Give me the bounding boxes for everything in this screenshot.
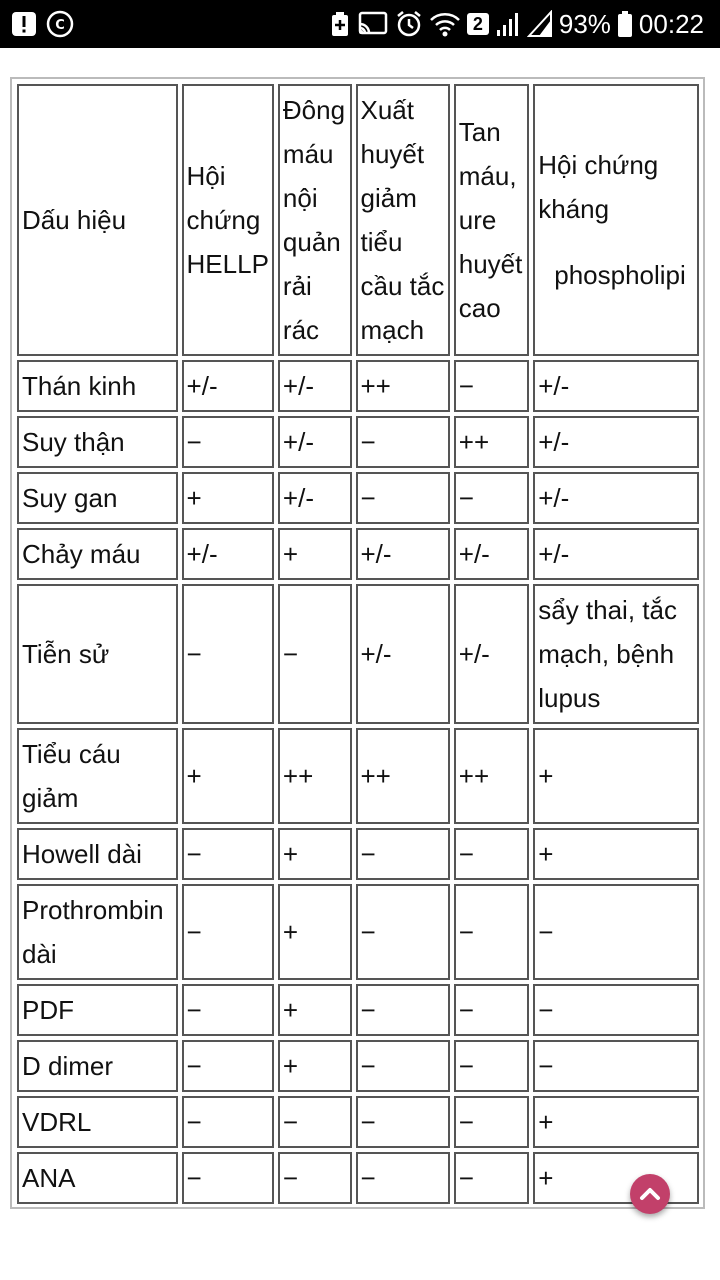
row-label: VDRL [17, 1096, 178, 1148]
alert-icon [10, 10, 38, 38]
wifi-icon [429, 10, 461, 38]
svg-text:C: C [55, 18, 65, 33]
clock: 00:22 [638, 8, 704, 39]
table-cell: − [356, 416, 450, 468]
row-label: ANA [17, 1152, 178, 1204]
row-label: Prothrombin dài [17, 884, 178, 980]
table-cell: + [278, 1040, 352, 1092]
battery-icon [617, 10, 633, 38]
table-cell: + [533, 728, 699, 824]
table-cell: + [278, 884, 352, 980]
table-row [17, 984, 699, 1036]
table-cell: ++ [278, 728, 352, 824]
row-label: Suy gan [17, 472, 178, 524]
header-cell: Tan máu, ure huyết cao [454, 84, 529, 356]
header-cell: Dấu hiệu [17, 84, 178, 356]
table-cell: − [454, 1152, 529, 1204]
table-cell: ++ [356, 360, 450, 412]
table-row [17, 884, 699, 980]
table-cell: − [454, 884, 529, 980]
table-cell: − [278, 584, 352, 724]
status-bar [0, 0, 720, 48]
header-cell: Hội chứng HELLP [182, 84, 274, 356]
table-cell: sẩy thai, tắc mạch, bệnh lupus [533, 584, 699, 724]
table-row [17, 1096, 699, 1148]
header-text: phospholipi [554, 260, 686, 290]
table-cell: − [182, 416, 274, 468]
table-row [17, 728, 699, 824]
table-cell: − [533, 984, 699, 1036]
row-label: Suy thận [17, 416, 178, 468]
cast-icon [357, 10, 389, 38]
header-cell: Đông máu nội quản rải rác [278, 84, 352, 356]
table-cell: − [182, 984, 274, 1036]
header-text: Hội chứng kháng [538, 150, 659, 224]
table-row [17, 528, 699, 580]
header-cell [533, 84, 699, 356]
table-cell: − [356, 472, 450, 524]
table-cell: − [278, 1096, 352, 1148]
table-cell: − [356, 828, 450, 880]
table-cell: − [356, 884, 450, 980]
row-label: Howell dài [17, 828, 178, 880]
table-cell: +/- [533, 360, 699, 412]
table-cell: + [533, 1152, 699, 1204]
table-cell: +/- [533, 528, 699, 580]
table-cell: − [356, 1152, 450, 1204]
header-cell: Xuất huyết giảm tiểu cầu tắc mạch [356, 84, 450, 356]
chevron-up-icon [639, 1186, 661, 1202]
table-cell: − [182, 828, 274, 880]
table-cell: − [454, 360, 529, 412]
table-cell: +/- [533, 472, 699, 524]
table-cell: − [454, 828, 529, 880]
table-cell: +/- [356, 584, 450, 724]
table-cell: − [533, 884, 699, 980]
table-cell: − [454, 1040, 529, 1092]
table-cell: +/- [182, 360, 274, 412]
table-cell: +/- [454, 584, 529, 724]
row-label: Thán kinh [17, 360, 178, 412]
table-cell: + [278, 528, 352, 580]
table-row [17, 472, 699, 524]
table-cell: ++ [454, 728, 529, 824]
battery-saver-icon [329, 10, 351, 38]
table-cell: + [182, 472, 274, 524]
table-cell: − [454, 1096, 529, 1148]
table-cell: + [533, 1096, 699, 1148]
table-row [17, 360, 699, 412]
table-cell: − [182, 1096, 274, 1148]
table-cell: + [533, 828, 699, 880]
table-cell: − [356, 1096, 450, 1148]
scroll-to-top-button[interactable] [630, 1174, 670, 1214]
alarm-icon [395, 10, 423, 38]
table-cell: − [278, 1152, 352, 1204]
table-cell: ++ [454, 416, 529, 468]
table-cell: +/- [533, 416, 699, 468]
table-cell: + [182, 728, 274, 824]
table-cell: ++ [356, 728, 450, 824]
signal-icon [495, 10, 521, 38]
row-label: Tiểu cáu giảm [17, 728, 178, 824]
status-bar-left [10, 8, 74, 40]
table-cell: − [182, 1040, 274, 1092]
table-cell: +/- [278, 416, 352, 468]
table-cell: − [182, 884, 274, 980]
table-cell: − [533, 1040, 699, 1092]
table-header-row [17, 84, 699, 356]
status-bar-right [329, 8, 704, 40]
comparison-table [13, 80, 703, 1208]
sim-badge: 2 [467, 13, 489, 35]
table-row [17, 1040, 699, 1092]
table-cell: + [278, 984, 352, 1036]
table-cell: − [454, 984, 529, 1036]
table-cell: − [182, 1152, 274, 1204]
table-row [17, 416, 699, 468]
table-row [17, 1152, 699, 1204]
table-cell: +/- [356, 528, 450, 580]
cc-icon [46, 10, 74, 38]
row-label: D dimer [17, 1040, 178, 1092]
table-cell: − [356, 1040, 450, 1092]
table-cell: +/- [454, 528, 529, 580]
signal-icon-2 [527, 10, 553, 38]
battery-percent: 93% [558, 8, 611, 39]
table-cell: +/- [278, 472, 352, 524]
row-label: Tiễn sử [17, 584, 178, 724]
table-container[interactable] [10, 77, 705, 1209]
row-label: PDF [17, 984, 178, 1036]
table-cell: +/- [182, 528, 274, 580]
table-cell: − [182, 584, 274, 724]
table-cell: + [278, 828, 352, 880]
table-row [17, 828, 699, 880]
table-cell: − [356, 984, 450, 1036]
table-row [17, 584, 699, 724]
table-cell: − [454, 472, 529, 524]
row-label: Chảy máu [17, 528, 178, 580]
table-cell: +/- [278, 360, 352, 412]
